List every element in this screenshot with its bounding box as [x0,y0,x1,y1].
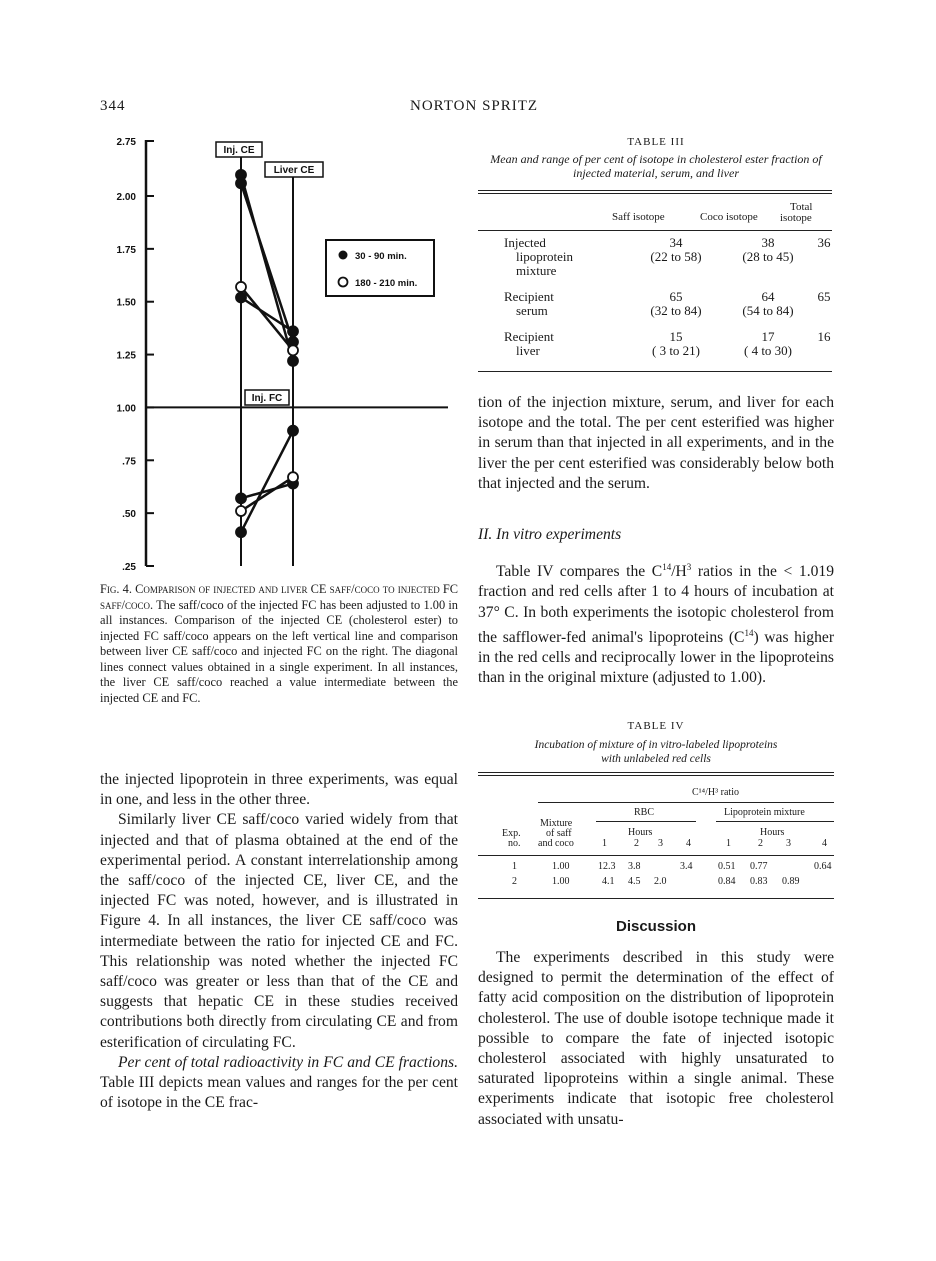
table4-row [478,860,834,874]
table3-subtitle: Mean and range of per cent of isotope in cholesterol ester fraction of injected material, serum, and liver [490,152,822,180]
table3-cell: 34 [669,235,683,250]
legend-filled-marker [339,251,348,260]
rule [538,802,834,803]
y-tick-label: .25 [122,562,136,573]
point-30-90-min-injected-ce [236,178,246,188]
liver-ce-label: Liver CE [273,165,315,176]
table4-of-saff: of saff [546,828,572,839]
table3-cell: (32 to 84) [650,303,702,318]
table3-row [478,236,834,290]
table4-header [478,787,834,857]
left-para-3 [100,1053,458,1114]
row-label: Recipient [504,289,554,304]
point-30-90-min-injected-ce [236,493,246,503]
table3-cell: 65 [817,289,831,304]
table4-cell: 0.51 [718,861,736,872]
table4-hour: 3 [658,838,663,849]
table3-cell: 15 [669,329,683,344]
row-label: mixture [516,263,557,278]
table3-cell: 36 [817,235,831,250]
table4-cell: 12.3 [598,861,616,872]
table4-cell: 2.0 [654,876,667,887]
row-label: Recipient [504,329,554,344]
y-tick-label: 1.75 [116,244,136,256]
legend-open-marker [339,278,348,287]
table4-hour: 4 [822,838,827,849]
row-label: serum [516,303,548,318]
page-number: 344 [100,98,126,114]
table4-rule-bottom [478,898,834,899]
point-180-210-min-injected-ce [236,282,246,292]
experiment-connector-line [241,484,293,499]
y-tick-label: 2.75 [116,137,136,148]
table4-hour: 4 [686,838,691,849]
left-column-text [100,770,458,1113]
table4-cell: 1.00 [552,861,570,872]
point-180-210-min-liver-ce [288,345,298,355]
caption-body: The saff/coco of the injected FC has been adjusted to 1.00 in all instances. Comparison of the injected CE (cholesterol ester) to injected FC saff/coco appears on the left vertical line and comparison between liver CE saff/coco and injected FC on the right. The diagonal lines connect values obtained in a single experiment. In all instances, the liver CE saff/coco reached a value intermediate between the injected CE and FC. [100,597,459,705]
table4-subtitle-1: Incubation of mixture of in vitro-labeled lipoproteins [534,739,778,751]
table4-hours-rbc: Hours [628,827,653,838]
row-label: lipoprotein [516,249,574,264]
table4-cell: 0.89 [782,876,800,887]
table3-cell: 64 [761,289,775,304]
point-30-90-min-liver-ce [288,356,298,366]
table4-row [478,875,834,889]
section-heading: II. In vitro experiments [478,526,622,543]
table3-rule-bottom [478,371,832,372]
table4-title: TABLE IV [627,720,685,732]
para2-text: ) was higher in the red cells and reciprocally lower in the lipoproteins than in the original mixture (adjusted to 1.00). [478,628,835,687]
superscript: 14 [744,627,754,638]
table4-cell: 0.77 [750,861,768,872]
table3-head-coco: Coco isotope [700,211,758,223]
rule [716,821,834,822]
legend-open-label: 180 - 210 min. [355,278,418,289]
legend-filled-label: 30 - 90 min. [355,251,407,262]
experiment-connector-line [241,175,293,361]
point-30-90-min-injected-ce [236,527,246,537]
table4-rule-mid [478,855,834,856]
para2-text: ratios in the < 1.019 fraction and red cells after 1 to 4 hours of incubation at 37° C. In both experiments the isotopic cholesterol from the safflower-fed animal's lipoproteins (C [478,563,834,646]
superscript: 3 [686,562,692,572]
row-label: Injected [504,235,546,250]
table4-cell: 1 [512,861,517,872]
left-para-1: the injected lipoprotein in three experiments, was equal in one, and less in the other three. [100,771,458,809]
table4-no: no. [508,838,521,849]
table3-title: TABLE III [627,136,685,148]
table4-cell: 2 [512,876,517,887]
point-180-210-min-injected-ce [236,506,246,516]
table3-head-total2: isotope [780,212,812,224]
left-para-2: Similarly liver CE saff/coco varied widely from that injected and that of plasma obtained at the end of the experimental period. A constant interrelationship among the saff/coco of the injected CE, liver CE, and the injected FC was noted, however, and is illustrated in Figure 4. In all instances, the liver CE saff/coco was intermediate between the ratio for injected CE and FC. This relationship was noted whether the injected FC saff/coco was greater or less than that of the CE and suggests that hepatic CE in these studies received contributions both directly from circulating CE and from esterification of circulating FC. [100,811,458,1051]
point-30-90-min-liver-ce [288,426,298,436]
rule [596,821,696,822]
table4-cell: 3.4 [680,861,693,872]
y-tick-label: 1.25 [116,350,136,362]
table4-mixture: Mixture [540,818,573,829]
y-tick-label: .50 [122,509,136,521]
superscript: 14 [662,562,672,572]
table3-cell: ( 4 to 30) [743,343,793,358]
table3-rule-mid [478,230,832,231]
discussion-text: The experiments described in this study were designed to permit the determination of the effect of fatty acid composition on the distribution of lipoprotein cholesterol. The use of double isotope technique made it possible to compare the fate of injected isotopic cholesterol associated with highly unsaturated to saturated lipoproteins within a single animal. These experiments indicate that isotopic free cholesterol associated with unsatu- [478,949,834,1128]
table4-ratio-header: C¹⁴/H³ ratio [692,787,739,798]
table4-cell: 1.00 [552,876,570,887]
table3-cell: 17 [761,329,775,344]
discussion-heading: Discussion [615,918,697,935]
right-para-1: tion of the injection mixture, serum, and liver for each isotope and the total. The per cent esterified was higher in serum than that injected in all experiments, and in the liver the per cent esterified was considerably below both that injected and the serum. [478,394,834,492]
table3-cell: ( 3 to 21) [651,343,701,358]
y-tick-label: 2.00 [116,192,136,203]
table4-cell: 0.84 [718,876,736,887]
table4-hour: 2 [634,838,639,849]
row-label: liver [516,343,540,358]
table4-exp: Exp. [502,828,521,839]
table4-hour: 1 [602,838,607,849]
table4-cell: 4.5 [628,876,641,887]
para3-heading: Per cent of total radioactivity in FC and CE fractions. [118,1053,458,1071]
table4-rule-top2 [478,775,834,776]
table3-row [478,330,834,366]
para2-text: Table IV compares the C [496,563,663,581]
table4-cell: 4.1 [602,876,615,887]
inj-ce-label: Inj. CE [223,145,255,156]
running-title: NORTON SPRITZ [410,98,539,114]
table4-cell: 3.8 [628,861,641,872]
table4-rbc: RBC [634,807,655,818]
table4-rule-top [478,772,834,773]
para2-text: /H [671,563,687,581]
table4-body [478,860,834,894]
figure-4-chart [100,128,460,578]
table3-cell: (54 to 84) [742,303,794,318]
figure-caption [100,582,458,706]
table3-body [478,236,834,366]
point-30-90-min-injected-ce [236,292,246,302]
table4-and-coco: and coco [538,838,574,849]
inj-fc-label: Inj. FC [251,393,283,404]
table4-cell: 0.83 [750,876,768,887]
table4-lipo: Lipoprotein mixture [724,807,805,818]
table3-cell: (22 to 58) [650,249,702,264]
table4-hour: 3 [786,838,791,849]
caption-lead: Fig. 4. [100,582,132,596]
y-tick-label: 1.00 [116,403,136,415]
table3-head-saff: Saff isotope [612,211,665,223]
table3-cell: 65 [669,289,683,304]
table4-hours-lipo: Hours [760,827,785,838]
table4-cell: 0.64 [814,861,832,872]
table4-subtitle [478,738,834,766]
table4-hour: 1 [726,838,731,849]
para3-rest: Table III depicts mean values and ranges for the per cent of isotope in the CE frac- [100,1074,458,1112]
table3-cell: 16 [817,329,831,344]
table3-rule-top2 [478,193,832,194]
table3-cell: (28 to 45) [742,249,794,264]
table4-subtitle-2: with unlabeled red cells [601,753,711,765]
point-30-90-min-liver-ce [288,326,298,336]
right-para-2 [478,557,834,689]
table4-hour: 2 [758,838,763,849]
table3-cell: 38 [761,235,775,250]
table3-head-total1: Total [790,201,813,213]
y-tick-label: 1.50 [116,297,136,309]
caption-smallcaps: Comparison of injected and liver CE saff/coco to injected FC saff/coco. [100,582,458,612]
table3-row [478,290,834,330]
table3-rule-top [478,190,832,191]
point-180-210-min-liver-ce [288,472,298,482]
y-tick-label: .75 [122,456,136,468]
